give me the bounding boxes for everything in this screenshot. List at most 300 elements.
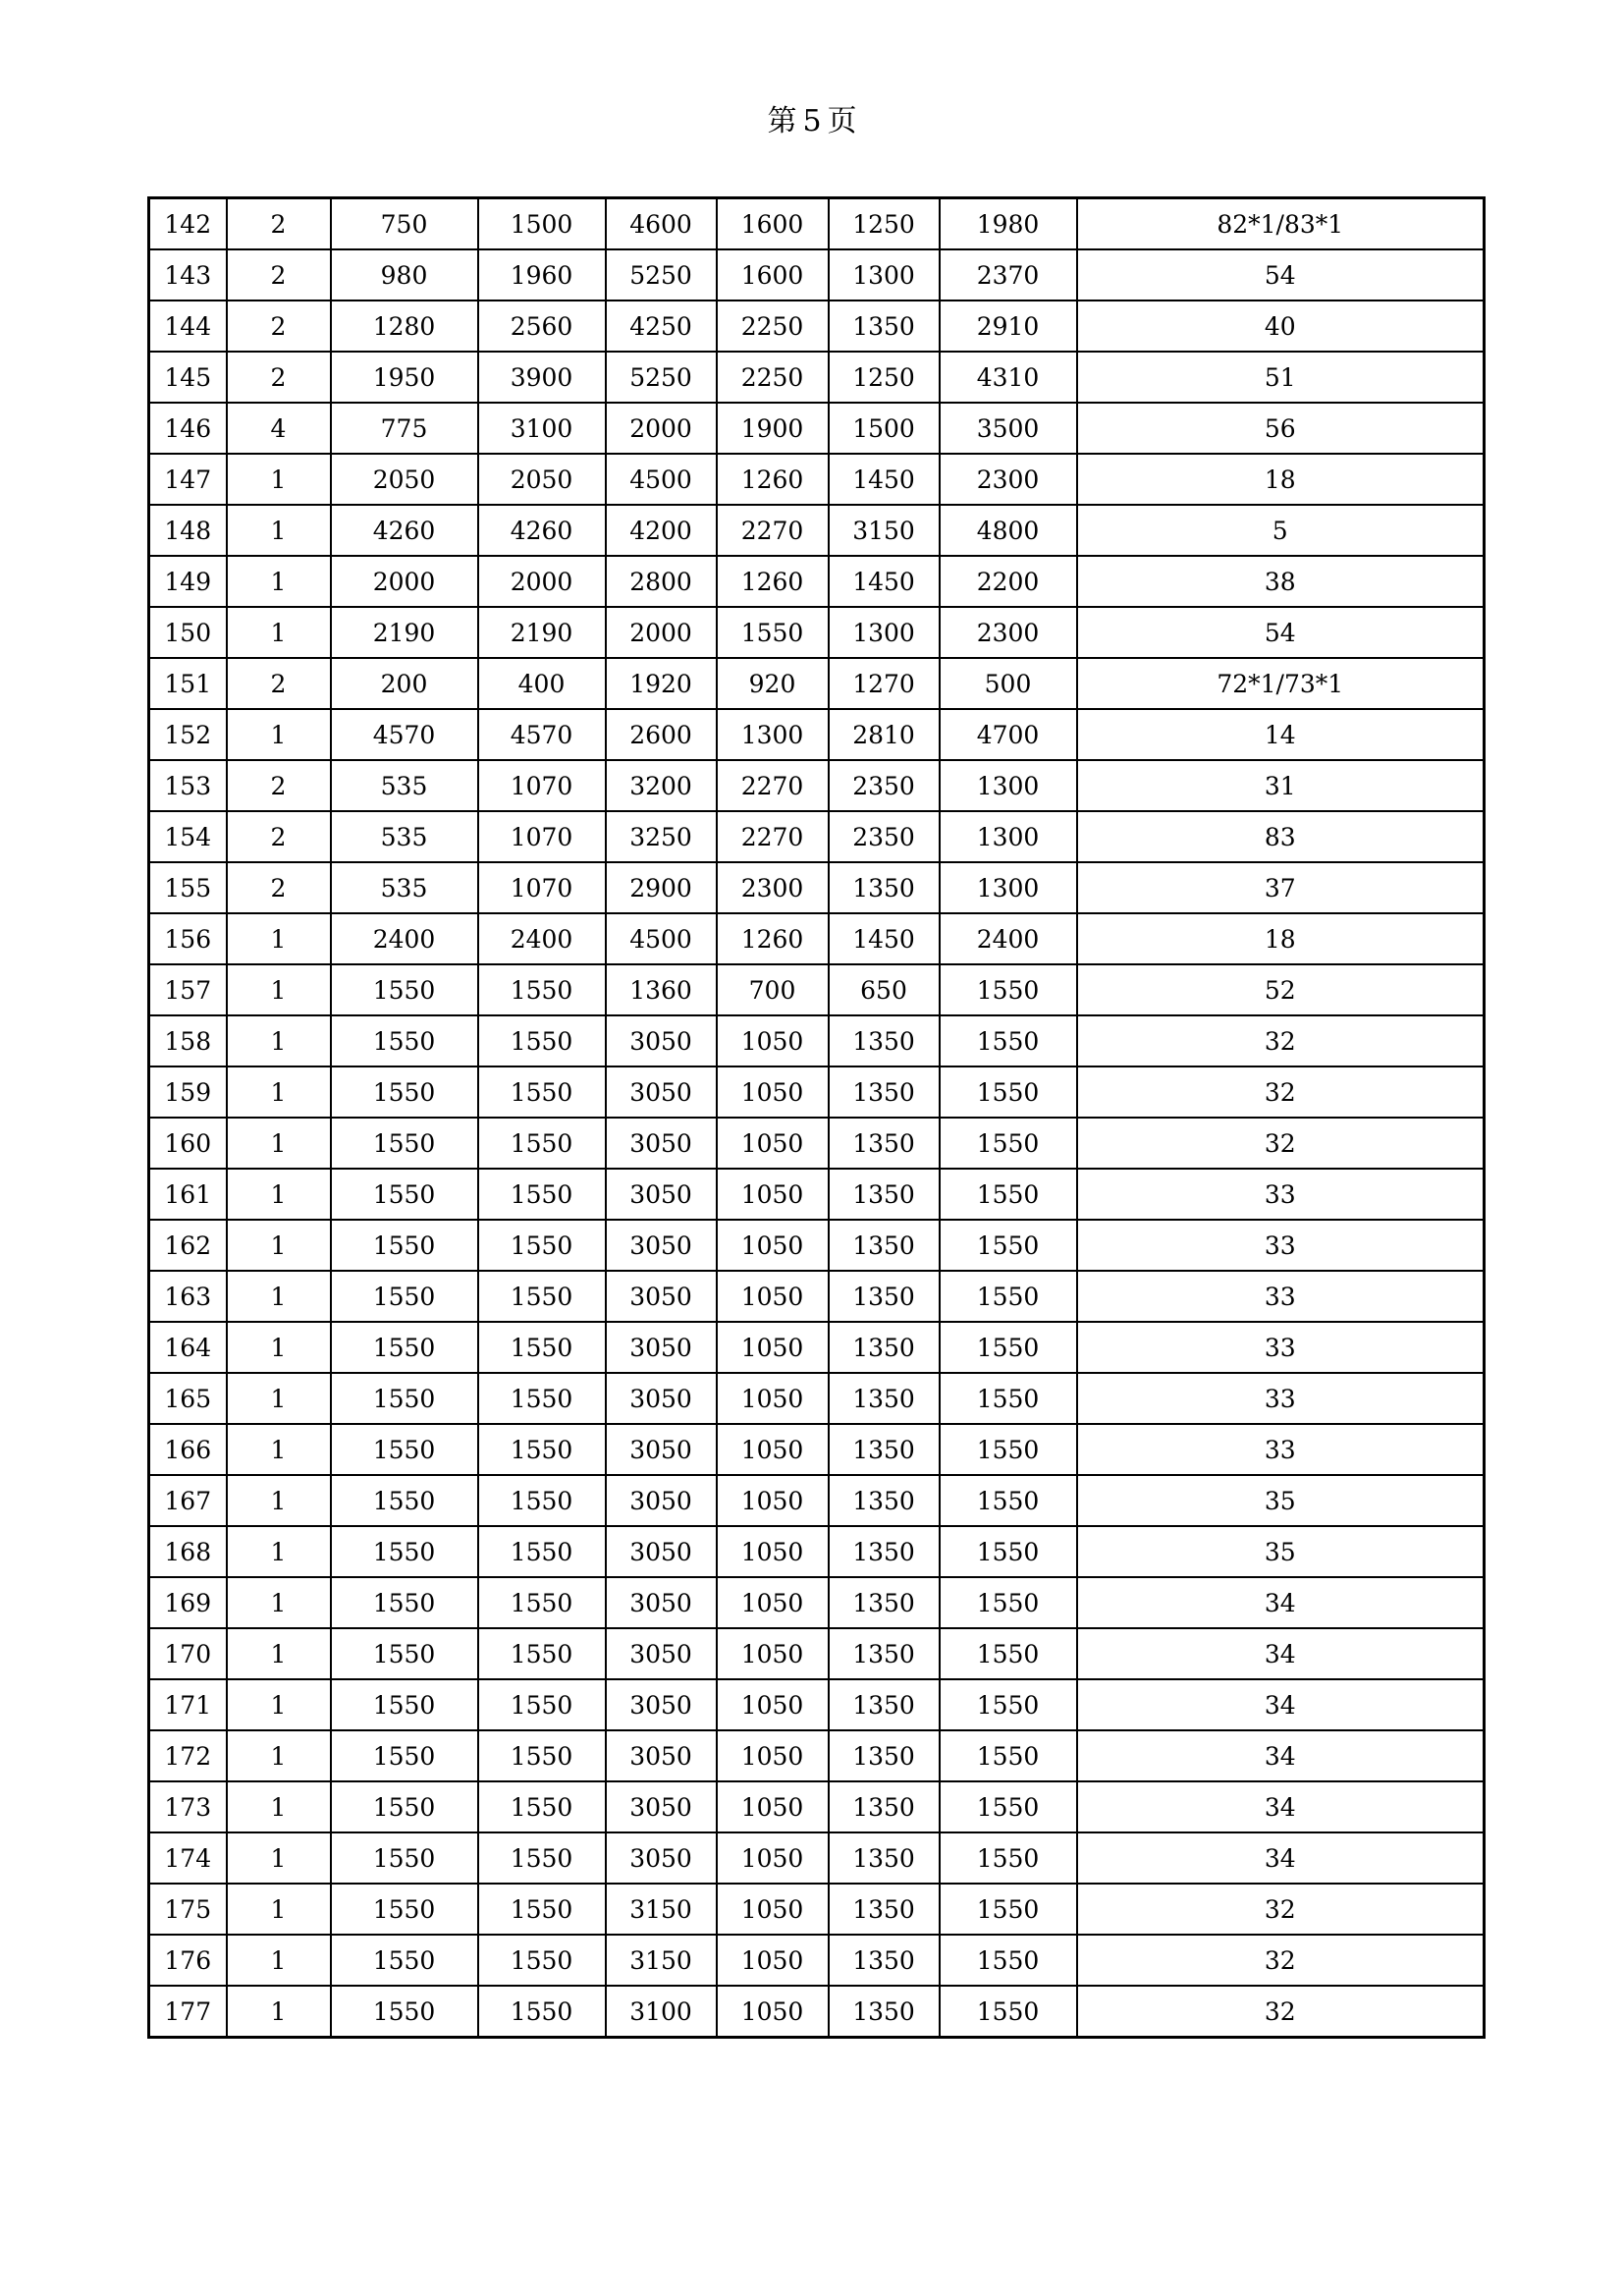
table-row <box>149 1577 1485 1628</box>
note-cell: 51 <box>1077 352 1485 403</box>
value-e-cell: 1300 <box>829 607 940 658</box>
count-cell: 1 <box>227 1526 331 1577</box>
value-c-cell: 3050 <box>606 1220 717 1271</box>
row-number-cell: 161 <box>149 1169 227 1220</box>
note-cell: 33 <box>1077 1220 1485 1271</box>
table-row <box>149 505 1485 556</box>
table-row <box>149 1015 1485 1066</box>
table-row <box>149 1475 1485 1526</box>
count-cell: 1 <box>227 1730 331 1781</box>
table-row <box>149 249 1485 301</box>
row-number-cell: 164 <box>149 1322 227 1373</box>
count-cell: 1 <box>227 1118 331 1169</box>
value-e-cell: 1250 <box>829 198 940 250</box>
value-a-cell: 1280 <box>331 301 478 352</box>
row-number-cell: 170 <box>149 1628 227 1679</box>
note-cell: 82*1/83*1 <box>1077 198 1485 250</box>
value-f-cell: 1550 <box>940 1118 1077 1169</box>
value-f-cell: 2300 <box>940 454 1077 505</box>
row-number-cell: 142 <box>149 198 227 250</box>
value-f-cell: 1550 <box>940 1015 1077 1066</box>
value-d-cell: 1900 <box>717 403 829 454</box>
value-f-cell: 2400 <box>940 913 1077 964</box>
row-number-cell: 167 <box>149 1475 227 1526</box>
value-c-cell: 2800 <box>606 556 717 607</box>
value-e-cell: 1350 <box>829 1935 940 1986</box>
row-number-cell: 146 <box>149 403 227 454</box>
count-cell: 1 <box>227 454 331 505</box>
value-b-cell: 1500 <box>478 198 606 250</box>
row-number-cell: 143 <box>149 249 227 301</box>
row-number-cell: 172 <box>149 1730 227 1781</box>
value-f-cell: 1300 <box>940 862 1077 913</box>
table-row <box>149 1373 1485 1424</box>
value-d-cell: 700 <box>717 964 829 1015</box>
value-a-cell: 1550 <box>331 1220 478 1271</box>
count-cell: 2 <box>227 301 331 352</box>
value-f-cell: 1550 <box>940 1169 1077 1220</box>
value-f-cell: 1300 <box>940 760 1077 811</box>
value-b-cell: 1960 <box>478 249 606 301</box>
row-number-cell: 157 <box>149 964 227 1015</box>
table-row <box>149 1271 1485 1322</box>
table-row <box>149 1730 1485 1781</box>
note-cell: 32 <box>1077 1884 1485 1935</box>
count-cell: 1 <box>227 1322 331 1373</box>
value-b-cell: 2050 <box>478 454 606 505</box>
value-b-cell: 1550 <box>478 1169 606 1220</box>
row-number-cell: 148 <box>149 505 227 556</box>
table-row <box>149 352 1485 403</box>
count-cell: 2 <box>227 198 331 250</box>
table-row <box>149 301 1485 352</box>
value-b-cell: 1550 <box>478 1526 606 1577</box>
value-b-cell: 1550 <box>478 1015 606 1066</box>
row-number-cell: 173 <box>149 1781 227 1832</box>
value-c-cell: 3100 <box>606 1986 717 2038</box>
value-b-cell: 1550 <box>478 1475 606 1526</box>
value-e-cell: 1500 <box>829 403 940 454</box>
value-a-cell: 750 <box>331 198 478 250</box>
count-cell: 1 <box>227 709 331 760</box>
value-d-cell: 1550 <box>717 607 829 658</box>
value-c-cell: 3200 <box>606 760 717 811</box>
count-cell: 1 <box>227 1884 331 1935</box>
value-d-cell: 1050 <box>717 1526 829 1577</box>
note-cell: 33 <box>1077 1322 1485 1373</box>
value-f-cell: 1550 <box>940 1526 1077 1577</box>
value-a-cell: 1550 <box>331 1424 478 1475</box>
value-c-cell: 2600 <box>606 709 717 760</box>
note-cell: 33 <box>1077 1271 1485 1322</box>
value-d-cell: 1050 <box>717 1935 829 1986</box>
value-d-cell: 1050 <box>717 1271 829 1322</box>
row-number-cell: 153 <box>149 760 227 811</box>
row-number-cell: 149 <box>149 556 227 607</box>
table-row <box>149 1628 1485 1679</box>
value-a-cell: 1550 <box>331 1475 478 1526</box>
value-c-cell: 3050 <box>606 1066 717 1118</box>
value-f-cell: 1550 <box>940 1679 1077 1730</box>
row-number-cell: 169 <box>149 1577 227 1628</box>
note-cell: 32 <box>1077 1935 1485 1986</box>
count-cell: 1 <box>227 505 331 556</box>
table-row <box>149 862 1485 913</box>
count-cell: 1 <box>227 1475 331 1526</box>
note-cell: 54 <box>1077 249 1485 301</box>
value-c-cell: 4500 <box>606 913 717 964</box>
value-e-cell: 1350 <box>829 1424 940 1475</box>
value-d-cell: 1050 <box>717 1373 829 1424</box>
value-f-cell: 4310 <box>940 352 1077 403</box>
value-c-cell: 3050 <box>606 1679 717 1730</box>
table-row <box>149 1424 1485 1475</box>
value-e-cell: 1270 <box>829 658 940 709</box>
table-row <box>149 454 1485 505</box>
value-c-cell: 3050 <box>606 1730 717 1781</box>
value-b-cell: 3900 <box>478 352 606 403</box>
row-number-cell: 156 <box>149 913 227 964</box>
note-cell: 83 <box>1077 811 1485 862</box>
value-d-cell: 2270 <box>717 505 829 556</box>
value-e-cell: 2810 <box>829 709 940 760</box>
table-body <box>149 198 1485 2038</box>
value-f-cell: 2370 <box>940 249 1077 301</box>
value-d-cell: 1050 <box>717 1628 829 1679</box>
value-a-cell: 200 <box>331 658 478 709</box>
count-cell: 1 <box>227 964 331 1015</box>
value-a-cell: 1550 <box>331 1628 478 1679</box>
row-number-cell: 175 <box>149 1884 227 1935</box>
value-e-cell: 1350 <box>829 1373 940 1424</box>
value-b-cell: 1550 <box>478 1577 606 1628</box>
value-a-cell: 1950 <box>331 352 478 403</box>
table-row <box>149 1935 1485 1986</box>
value-e-cell: 1350 <box>829 1271 940 1322</box>
count-cell: 1 <box>227 1169 331 1220</box>
value-f-cell: 3500 <box>940 403 1077 454</box>
count-cell: 1 <box>227 556 331 607</box>
table-row <box>149 1832 1485 1884</box>
value-a-cell: 1550 <box>331 1271 478 1322</box>
count-cell: 1 <box>227 1577 331 1628</box>
value-d-cell: 2300 <box>717 862 829 913</box>
value-b-cell: 1550 <box>478 1781 606 1832</box>
value-e-cell: 650 <box>829 964 940 1015</box>
value-d-cell: 1260 <box>717 556 829 607</box>
note-cell: 38 <box>1077 556 1485 607</box>
value-a-cell: 2190 <box>331 607 478 658</box>
row-number-cell: 168 <box>149 1526 227 1577</box>
table-row <box>149 1679 1485 1730</box>
note-cell: 54 <box>1077 607 1485 658</box>
count-cell: 1 <box>227 1220 331 1271</box>
value-a-cell: 535 <box>331 862 478 913</box>
value-b-cell: 1550 <box>478 1935 606 1986</box>
value-c-cell: 1360 <box>606 964 717 1015</box>
value-d-cell: 1050 <box>717 1066 829 1118</box>
count-cell: 1 <box>227 607 331 658</box>
count-cell: 1 <box>227 1373 331 1424</box>
value-e-cell: 1350 <box>829 1781 940 1832</box>
table-row <box>149 760 1485 811</box>
row-number-cell: 163 <box>149 1271 227 1322</box>
count-cell: 1 <box>227 1986 331 2038</box>
value-a-cell: 775 <box>331 403 478 454</box>
note-cell: 34 <box>1077 1832 1485 1884</box>
note-cell: 33 <box>1077 1424 1485 1475</box>
value-d-cell: 1050 <box>717 1424 829 1475</box>
value-e-cell: 1300 <box>829 249 940 301</box>
value-b-cell: 1550 <box>478 1424 606 1475</box>
count-cell: 1 <box>227 1424 331 1475</box>
row-number-cell: 145 <box>149 352 227 403</box>
count-cell: 1 <box>227 1679 331 1730</box>
value-d-cell: 1260 <box>717 454 829 505</box>
value-f-cell: 1550 <box>940 1475 1077 1526</box>
value-c-cell: 5250 <box>606 249 717 301</box>
value-e-cell: 1350 <box>829 1832 940 1884</box>
value-a-cell: 1550 <box>331 1679 478 1730</box>
row-number-cell: 165 <box>149 1373 227 1424</box>
table-row <box>149 556 1485 607</box>
value-c-cell: 3050 <box>606 1118 717 1169</box>
value-b-cell: 400 <box>478 658 606 709</box>
row-number-cell: 166 <box>149 1424 227 1475</box>
data-table <box>147 196 1486 2039</box>
value-b-cell: 1550 <box>478 1322 606 1373</box>
row-number-cell: 162 <box>149 1220 227 1271</box>
value-f-cell: 1550 <box>940 1781 1077 1832</box>
value-c-cell: 3050 <box>606 1577 717 1628</box>
value-e-cell: 1350 <box>829 1986 940 2038</box>
page-header-prefix: 第 <box>767 104 797 138</box>
table-row <box>149 1066 1485 1118</box>
count-cell: 2 <box>227 862 331 913</box>
value-d-cell: 1050 <box>717 1832 829 1884</box>
value-e-cell: 2350 <box>829 811 940 862</box>
row-number-cell: 144 <box>149 301 227 352</box>
count-cell: 2 <box>227 249 331 301</box>
value-b-cell: 1070 <box>478 811 606 862</box>
row-number-cell: 176 <box>149 1935 227 1986</box>
value-b-cell: 3100 <box>478 403 606 454</box>
value-e-cell: 3150 <box>829 505 940 556</box>
value-a-cell: 2400 <box>331 913 478 964</box>
table-row <box>149 403 1485 454</box>
value-f-cell: 1550 <box>940 1628 1077 1679</box>
value-e-cell: 1350 <box>829 1118 940 1169</box>
value-c-cell: 3150 <box>606 1935 717 1986</box>
value-e-cell: 1350 <box>829 1220 940 1271</box>
note-cell: 34 <box>1077 1577 1485 1628</box>
value-c-cell: 3050 <box>606 1628 717 1679</box>
note-cell: 32 <box>1077 1015 1485 1066</box>
value-f-cell: 1550 <box>940 1577 1077 1628</box>
value-e-cell: 1350 <box>829 1526 940 1577</box>
value-a-cell: 1550 <box>331 1015 478 1066</box>
value-c-cell: 2000 <box>606 403 717 454</box>
value-c-cell: 4600 <box>606 198 717 250</box>
row-number-cell: 160 <box>149 1118 227 1169</box>
value-a-cell: 1550 <box>331 1986 478 2038</box>
row-number-cell: 158 <box>149 1015 227 1066</box>
value-e-cell: 1350 <box>829 1169 940 1220</box>
note-cell: 34 <box>1077 1679 1485 1730</box>
value-a-cell: 535 <box>331 811 478 862</box>
value-b-cell: 1070 <box>478 760 606 811</box>
note-cell: 33 <box>1077 1169 1485 1220</box>
value-a-cell: 2000 <box>331 556 478 607</box>
value-c-cell: 3050 <box>606 1271 717 1322</box>
note-cell: 18 <box>1077 454 1485 505</box>
count-cell: 1 <box>227 1628 331 1679</box>
value-b-cell: 2560 <box>478 301 606 352</box>
value-b-cell: 1550 <box>478 1832 606 1884</box>
value-d-cell: 1050 <box>717 1730 829 1781</box>
value-d-cell: 1050 <box>717 1322 829 1373</box>
value-b-cell: 1550 <box>478 1679 606 1730</box>
value-c-cell: 4250 <box>606 301 717 352</box>
value-e-cell: 1350 <box>829 1679 940 1730</box>
row-number-cell: 155 <box>149 862 227 913</box>
value-e-cell: 1350 <box>829 1322 940 1373</box>
value-a-cell: 980 <box>331 249 478 301</box>
value-d-cell: 1050 <box>717 1220 829 1271</box>
value-b-cell: 1550 <box>478 1220 606 1271</box>
value-d-cell: 2250 <box>717 352 829 403</box>
value-e-cell: 1450 <box>829 556 940 607</box>
value-a-cell: 1550 <box>331 1577 478 1628</box>
value-f-cell: 1300 <box>940 811 1077 862</box>
count-cell: 2 <box>227 760 331 811</box>
value-d-cell: 1050 <box>717 1475 829 1526</box>
count-cell: 2 <box>227 352 331 403</box>
value-d-cell: 1050 <box>717 1577 829 1628</box>
page-number: 5 <box>802 104 822 138</box>
value-b-cell: 1550 <box>478 1884 606 1935</box>
value-e-cell: 1350 <box>829 1884 940 1935</box>
table-row <box>149 811 1485 862</box>
value-b-cell: 1550 <box>478 964 606 1015</box>
value-f-cell: 1550 <box>940 1730 1077 1781</box>
value-a-cell: 1550 <box>331 1118 478 1169</box>
table-row <box>149 913 1485 964</box>
value-a-cell: 1550 <box>331 1322 478 1373</box>
table-row <box>149 607 1485 658</box>
row-number-cell: 147 <box>149 454 227 505</box>
count-cell: 4 <box>227 403 331 454</box>
value-a-cell: 1550 <box>331 1781 478 1832</box>
value-d-cell: 920 <box>717 658 829 709</box>
row-number-cell: 159 <box>149 1066 227 1118</box>
table-row <box>149 964 1485 1015</box>
count-cell: 1 <box>227 1271 331 1322</box>
value-f-cell: 2300 <box>940 607 1077 658</box>
value-c-cell: 3150 <box>606 1884 717 1935</box>
value-c-cell: 4200 <box>606 505 717 556</box>
value-b-cell: 4570 <box>478 709 606 760</box>
value-e-cell: 1450 <box>829 913 940 964</box>
value-b-cell: 1550 <box>478 1373 606 1424</box>
row-number-cell: 174 <box>149 1832 227 1884</box>
value-d-cell: 2250 <box>717 301 829 352</box>
value-d-cell: 1050 <box>717 1781 829 1832</box>
value-b-cell: 2000 <box>478 556 606 607</box>
value-d-cell: 1050 <box>717 1986 829 2038</box>
count-cell: 1 <box>227 1935 331 1986</box>
value-f-cell: 2910 <box>940 301 1077 352</box>
note-cell: 32 <box>1077 1118 1485 1169</box>
count-cell: 1 <box>227 1781 331 1832</box>
value-f-cell: 1980 <box>940 198 1077 250</box>
table-row <box>149 1118 1485 1169</box>
value-e-cell: 1350 <box>829 1015 940 1066</box>
note-cell: 18 <box>1077 913 1485 964</box>
value-f-cell: 2200 <box>940 556 1077 607</box>
value-e-cell: 1350 <box>829 1628 940 1679</box>
note-cell: 32 <box>1077 1066 1485 1118</box>
value-f-cell: 1550 <box>940 1884 1077 1935</box>
note-cell: 40 <box>1077 301 1485 352</box>
value-d-cell: 2270 <box>717 811 829 862</box>
value-b-cell: 1550 <box>478 1730 606 1781</box>
note-cell: 37 <box>1077 862 1485 913</box>
value-f-cell: 1550 <box>940 1220 1077 1271</box>
value-a-cell: 1550 <box>331 1373 478 1424</box>
value-a-cell: 1550 <box>331 1066 478 1118</box>
value-f-cell: 1550 <box>940 1373 1077 1424</box>
value-d-cell: 1050 <box>717 1679 829 1730</box>
note-cell: 56 <box>1077 403 1485 454</box>
value-f-cell: 1550 <box>940 1271 1077 1322</box>
value-e-cell: 1350 <box>829 862 940 913</box>
row-number-cell: 154 <box>149 811 227 862</box>
value-e-cell: 1250 <box>829 352 940 403</box>
value-b-cell: 2400 <box>478 913 606 964</box>
note-cell: 35 <box>1077 1526 1485 1577</box>
note-cell: 34 <box>1077 1628 1485 1679</box>
count-cell: 1 <box>227 1832 331 1884</box>
value-b-cell: 1550 <box>478 1066 606 1118</box>
row-number-cell: 171 <box>149 1679 227 1730</box>
table-row <box>149 658 1485 709</box>
table-row <box>149 709 1485 760</box>
value-c-cell: 3050 <box>606 1526 717 1577</box>
value-b-cell: 1550 <box>478 1986 606 2038</box>
note-cell: 32 <box>1077 1986 1485 2038</box>
value-f-cell: 500 <box>940 658 1077 709</box>
table-row <box>149 1169 1485 1220</box>
value-e-cell: 1350 <box>829 1066 940 1118</box>
table-row <box>149 1220 1485 1271</box>
value-f-cell: 4700 <box>940 709 1077 760</box>
value-f-cell: 1550 <box>940 1424 1077 1475</box>
value-e-cell: 1350 <box>829 1577 940 1628</box>
value-b-cell: 1550 <box>478 1271 606 1322</box>
note-cell: 14 <box>1077 709 1485 760</box>
value-f-cell: 1550 <box>940 1066 1077 1118</box>
value-e-cell: 1450 <box>829 454 940 505</box>
value-e-cell: 2350 <box>829 760 940 811</box>
value-d-cell: 1050 <box>717 1169 829 1220</box>
value-c-cell: 3050 <box>606 1373 717 1424</box>
value-f-cell: 1550 <box>940 1322 1077 1373</box>
note-cell: 31 <box>1077 760 1485 811</box>
value-a-cell: 535 <box>331 760 478 811</box>
value-c-cell: 2000 <box>606 607 717 658</box>
row-number-cell: 151 <box>149 658 227 709</box>
